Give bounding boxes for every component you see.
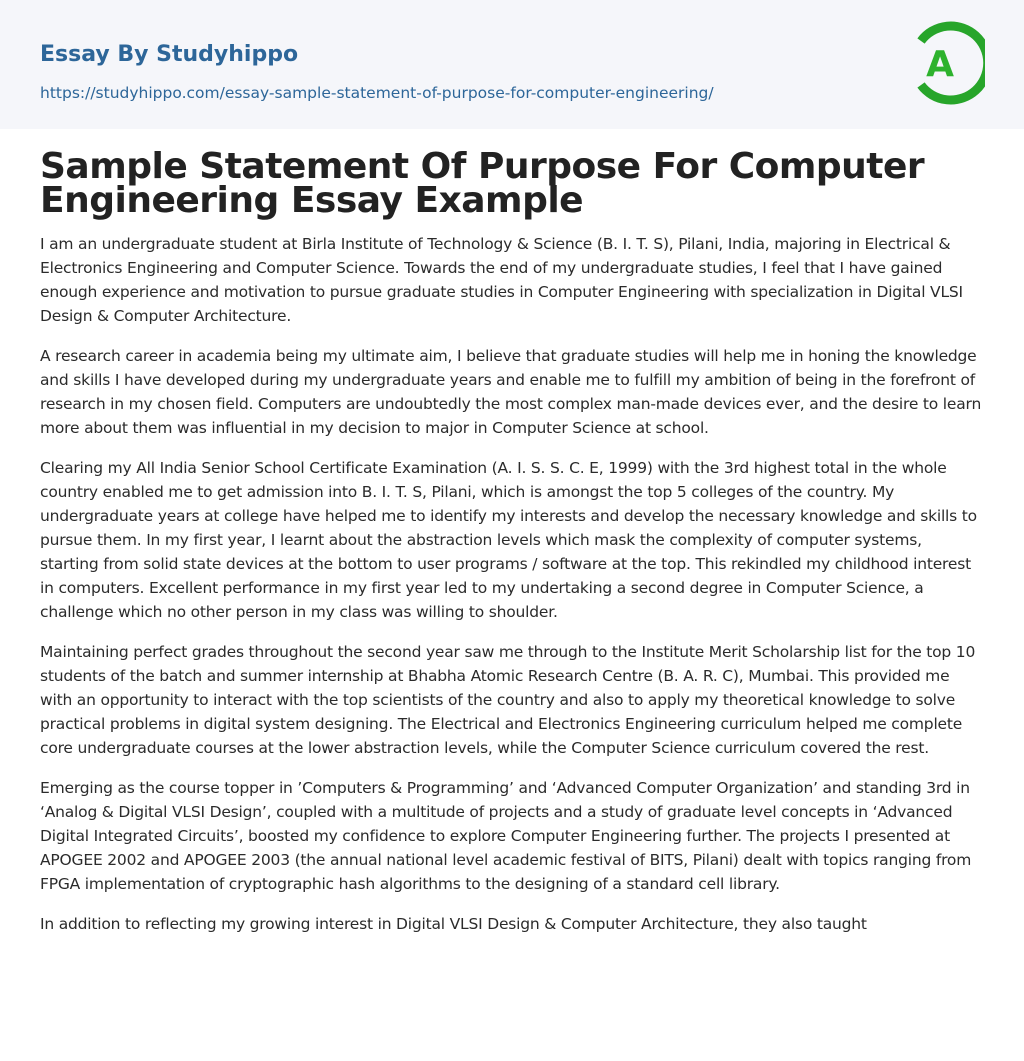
studyhippo-logo-icon[interactable] (913, 20, 985, 106)
paragraph-6: In addition to reflecting my growing interest in Digital VLSI Design & Computer Architecture, they also taught (40, 915, 867, 933)
paragraph-3: Clearing my All India Senior School Certificate Examination (A. I. S. S. C. E, 1999) with the 3rd highest total in the whole country enabled me to get admission into B. I. T. S, Pilani, which is amongst the top 5 colleges of the country. My undergraduate years at college have helped me to identify my interests and develop the necessary knowledge and skills to pursue them. In my first year, I learnt about the abstraction levels which mask the complexity of computer systems, starting from solid state devices at the bottom to user programs / software at the top. This rekindled my childhood interest in computers. Excellent performance in my first year led to my undertaking a second degree in Computer Science, a challenge which no other person in my class was willing to shoulder. (40, 459, 977, 621)
paragraph-4: Maintaining perfect grades throughout the second year saw me through to the Institute Merit Scholarship list for the top 10 students of the batch and summer internship at Bhabha Atomic Research Centre (B. A. R. C), Mumbai. This provided me with an opportunity to interact with the top scientists of the country and also to apply my theoretical knowledge to solve practical problems in digital system designing. The Electrical and Electronics Engineering curriculum helped me complete core undergraduate courses at the lower abstraction levels, while the Computer Science curriculum covered the rest. (40, 643, 976, 757)
page-title: Sample Statement Of Purpose For Computer Engineering Essay Example (40, 146, 925, 221)
article (40, 146, 984, 952)
site-header (0, 0, 1024, 129)
paragraph-1: I am an undergraduate student at Birla Institute of Technology & Science (B. I. T. S), Pilani, India, majoring in Electrical & Electronics Engineering and Computer Science. Towards the end of my undergraduate studies, I feel that I have gained enough experience and motivation to pursue graduate studies in Computer Engineering with specialization in Digital VLSI Design & Computer Architecture. (40, 235, 963, 325)
source-url-link[interactable]: https://studyhippo.com/essay-sample-statement-of-purpose-for-computer-engineering/ (40, 84, 714, 102)
paragraph-2: A research career in academia being my ultimate aim, I believe that graduate studies will help me in honing the knowledge and skills I have developed during my undergraduate years and enable me to fulfill my ambition of being in the forefront of research in my chosen field. Computers are undoubtedly the most complex man-made devices ever, and the desire to learn more about them was influential in my decision to major in Computer Science at school. (40, 347, 982, 437)
logo-graphic (913, 20, 985, 106)
site-brand[interactable]: Essay By Studyhippo (40, 42, 299, 67)
logo-letter: A (926, 44, 954, 85)
paragraph-5: Emerging as the course topper in ’Computers & Programming’ and ‘Advanced Computer Organization’ and standing 3rd in ‘Analog & Digital VLSI Design’, coupled with a multitude of projects and a study of graduate level concepts in ‘Advanced Digital Integrated Circuits’, boosted my confidence to explore Computer Engineering further. The projects I presented at APOGEE 2002 and APOGEE 2003 (the annual national level academic festival of BITS, Pilani) dealt with topics ranging from FPGA implementation of cryptographic hash algorithms to the designing of a standard cell library. (40, 779, 972, 893)
